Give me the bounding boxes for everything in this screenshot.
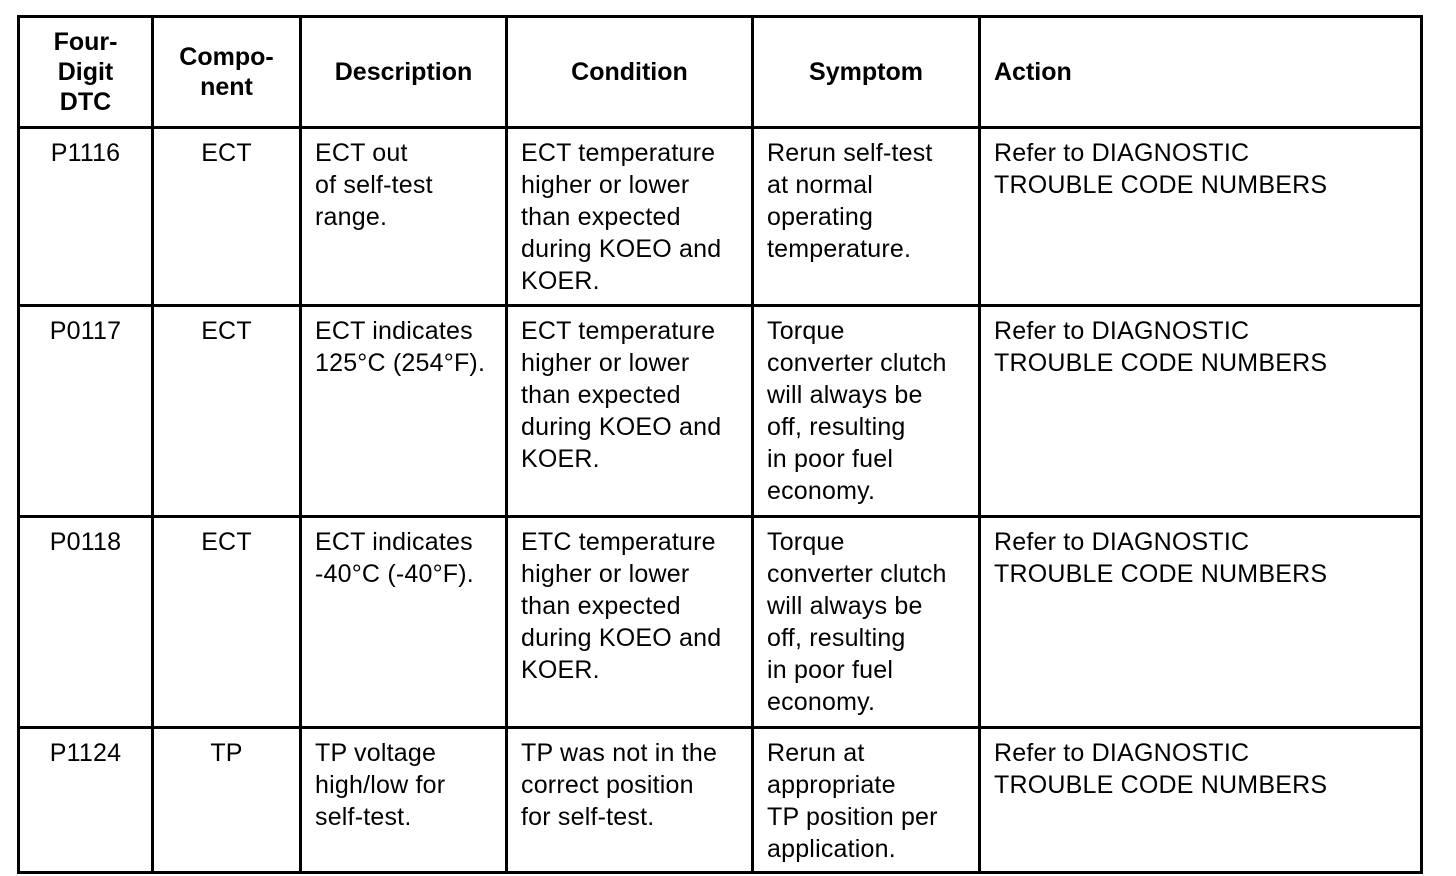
cell-description: ECT indicates -40°C (-40°F). <box>301 517 507 728</box>
header-action: Action <box>980 17 1422 128</box>
header-component: Compo- nent <box>153 17 301 128</box>
cell-symptom: Rerun at appropriate TP position per application. <box>753 728 980 873</box>
table-header-row <box>19 17 1422 128</box>
header-symptom: Symptom <box>753 17 980 128</box>
cell-condition: TP was not in the correct position for self-test. <box>507 728 753 873</box>
cell-condition: ETC temperature higher or lower than expected during KOEO and KOER. <box>507 517 753 728</box>
table-row <box>19 306 1422 517</box>
header-four-digit-dtc: Four- Digit DTC <box>19 17 153 128</box>
cell-component: TP <box>153 728 301 873</box>
cell-symptom: Torque converter clutch will always be off, resulting in poor fuel economy. <box>753 517 980 728</box>
header-condition: Condition <box>507 17 753 128</box>
table-row <box>19 517 1422 728</box>
cell-action: Refer to DIAGNOSTIC TROUBLE CODE NUMBERS <box>980 128 1422 306</box>
cell-action: Refer to DIAGNOSTIC TROUBLE CODE NUMBERS <box>980 517 1422 728</box>
table-row <box>19 128 1422 306</box>
cell-symptom: Torque converter clutch will always be off, resulting in poor fuel economy. <box>753 306 980 517</box>
cell-description: ECT out of self-test range. <box>301 128 507 306</box>
cell-action: Refer to DIAGNOSTIC TROUBLE CODE NUMBERS <box>980 728 1422 873</box>
cell-description: ECT indicates 125°C (254°F). <box>301 306 507 517</box>
cell-component: ECT <box>153 517 301 728</box>
cell-component: ECT <box>153 306 301 517</box>
cell-dtc: P0117 <box>19 306 153 517</box>
cell-condition: ECT temperature higher or lower than expected during KOEO and KOER. <box>507 306 753 517</box>
header-description: Description <box>301 17 507 128</box>
cell-action: Refer to DIAGNOSTIC TROUBLE CODE NUMBERS <box>980 306 1422 517</box>
cell-dtc: P0118 <box>19 517 153 728</box>
cell-symptom: Rerun self-test at normal operating temperature. <box>753 128 980 306</box>
cell-dtc: P1116 <box>19 128 153 306</box>
dtc-table <box>17 15 1423 874</box>
table-row <box>19 728 1422 873</box>
cell-component: ECT <box>153 128 301 306</box>
cell-description: TP voltage high/low for self-test. <box>301 728 507 873</box>
cell-dtc: P1124 <box>19 728 153 873</box>
cell-condition: ECT temperature higher or lower than expected during KOEO and KOER. <box>507 128 753 306</box>
